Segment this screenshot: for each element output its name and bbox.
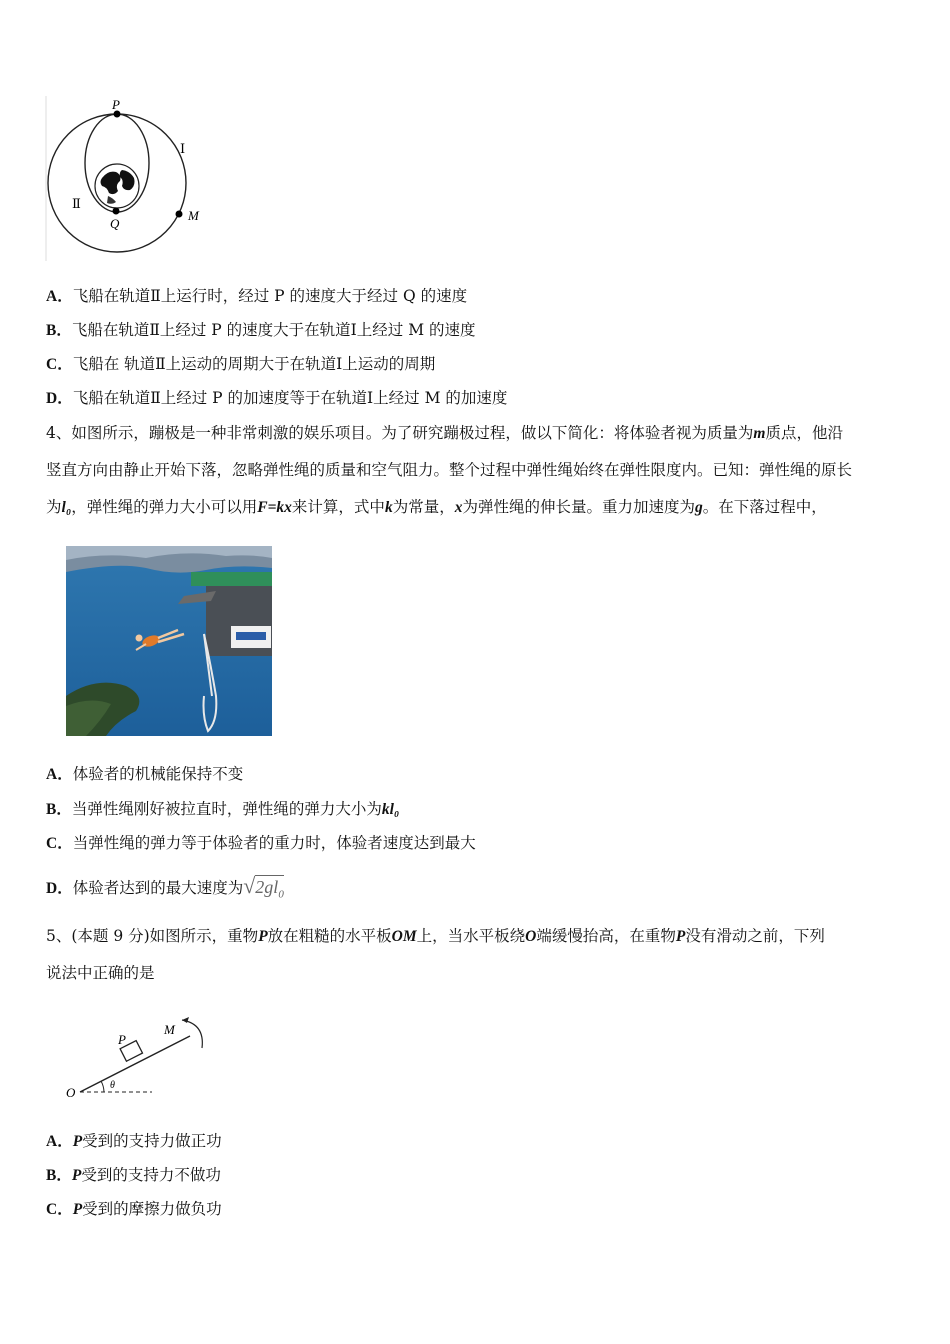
q5-option-b: B．P受到的支持力不做功: [46, 1166, 221, 1184]
q4-option-d: D．体验者达到的最大速度为$√2gl_0$: [46, 873, 284, 901]
q4-option-b: B．当弹性绳刚好被拉直时，弹性绳的弹力大小为kl₀: [46, 800, 400, 818]
q3-option-a: A．飞船在轨道Ⅱ上运行时，经过 P 的速度大于经过 Q 的速度: [46, 287, 468, 305]
q4-option-a: A．体验者的机械能保持不变: [46, 765, 244, 783]
point-q: [113, 208, 120, 215]
label-p: P: [118, 1032, 126, 1047]
label-p: P: [112, 97, 120, 112]
q5-option-c: C．P受到的摩擦力做负功: [46, 1200, 222, 1218]
q4-stem-line-1: 4、如图所示，蹦极是一种非常刺激的娱乐项目。为了研究蹦极过程，做以下简化：将体验者视为质量为m质点，他沿: [46, 424, 843, 442]
earth-icon: [95, 164, 139, 208]
label-orbit-1: Ⅰ: [180, 142, 186, 157]
q4-option-c: C．当弹性绳的弹力等于体验者的重力时，体验者速度达到最大: [46, 834, 476, 852]
q5-stem-line-1: 5、(本题 9 分)如图所示，重物P放在粗糙的水平板OM上，当水平板绕O端缓慢抬高，在重物P没有滑动之前，下列: [46, 927, 825, 945]
q3-option-d: D．飞船在轨道Ⅱ上经过 P 的加速度等于在轨道Ⅰ上经过 M 的加速度: [46, 389, 508, 407]
label-m: M: [188, 208, 199, 223]
label-q: Q: [110, 216, 120, 231]
label-theta: θ: [110, 1080, 115, 1091]
label-orbit-2: Ⅱ: [72, 197, 81, 212]
q4-stem-line-3: 为l₀，弹性绳的弹力大小可以用F=kx来计算，式中k为常量，x为弹性绳的伸长量。重力加速度为g。在下落过程中，: [46, 498, 827, 516]
q4-stem-line-2: 竖直方向由静止开始下落，忽略弹性绳的质量和空气阻力。整个过程中弹性绳始终在弹性限度内。已知：弹性绳的原长: [46, 461, 853, 479]
bungee-photo: [66, 546, 272, 736]
point-m: [176, 211, 183, 218]
label-o: O: [66, 1085, 76, 1100]
q5-option-a: A．P受到的支持力做正功: [46, 1132, 222, 1150]
rotation-arrow: [182, 1020, 202, 1048]
label-m: M: [164, 1022, 175, 1037]
q3-option-c: C．飞船在 轨道Ⅱ上运动的周期大于在轨道Ⅰ上运动的周期: [46, 355, 436, 373]
orbit-diagram: [40, 96, 210, 266]
sqrt-expression: $√2gl_0$: [243, 873, 284, 901]
q5-stem-line-2: 说法中正确的是: [46, 964, 155, 982]
incline-diagram: [60, 1012, 220, 1102]
q3-option-b: B．飞船在轨道Ⅱ上经过 P 的速度大于在轨道Ⅰ上经过 M 的速度: [46, 321, 476, 339]
